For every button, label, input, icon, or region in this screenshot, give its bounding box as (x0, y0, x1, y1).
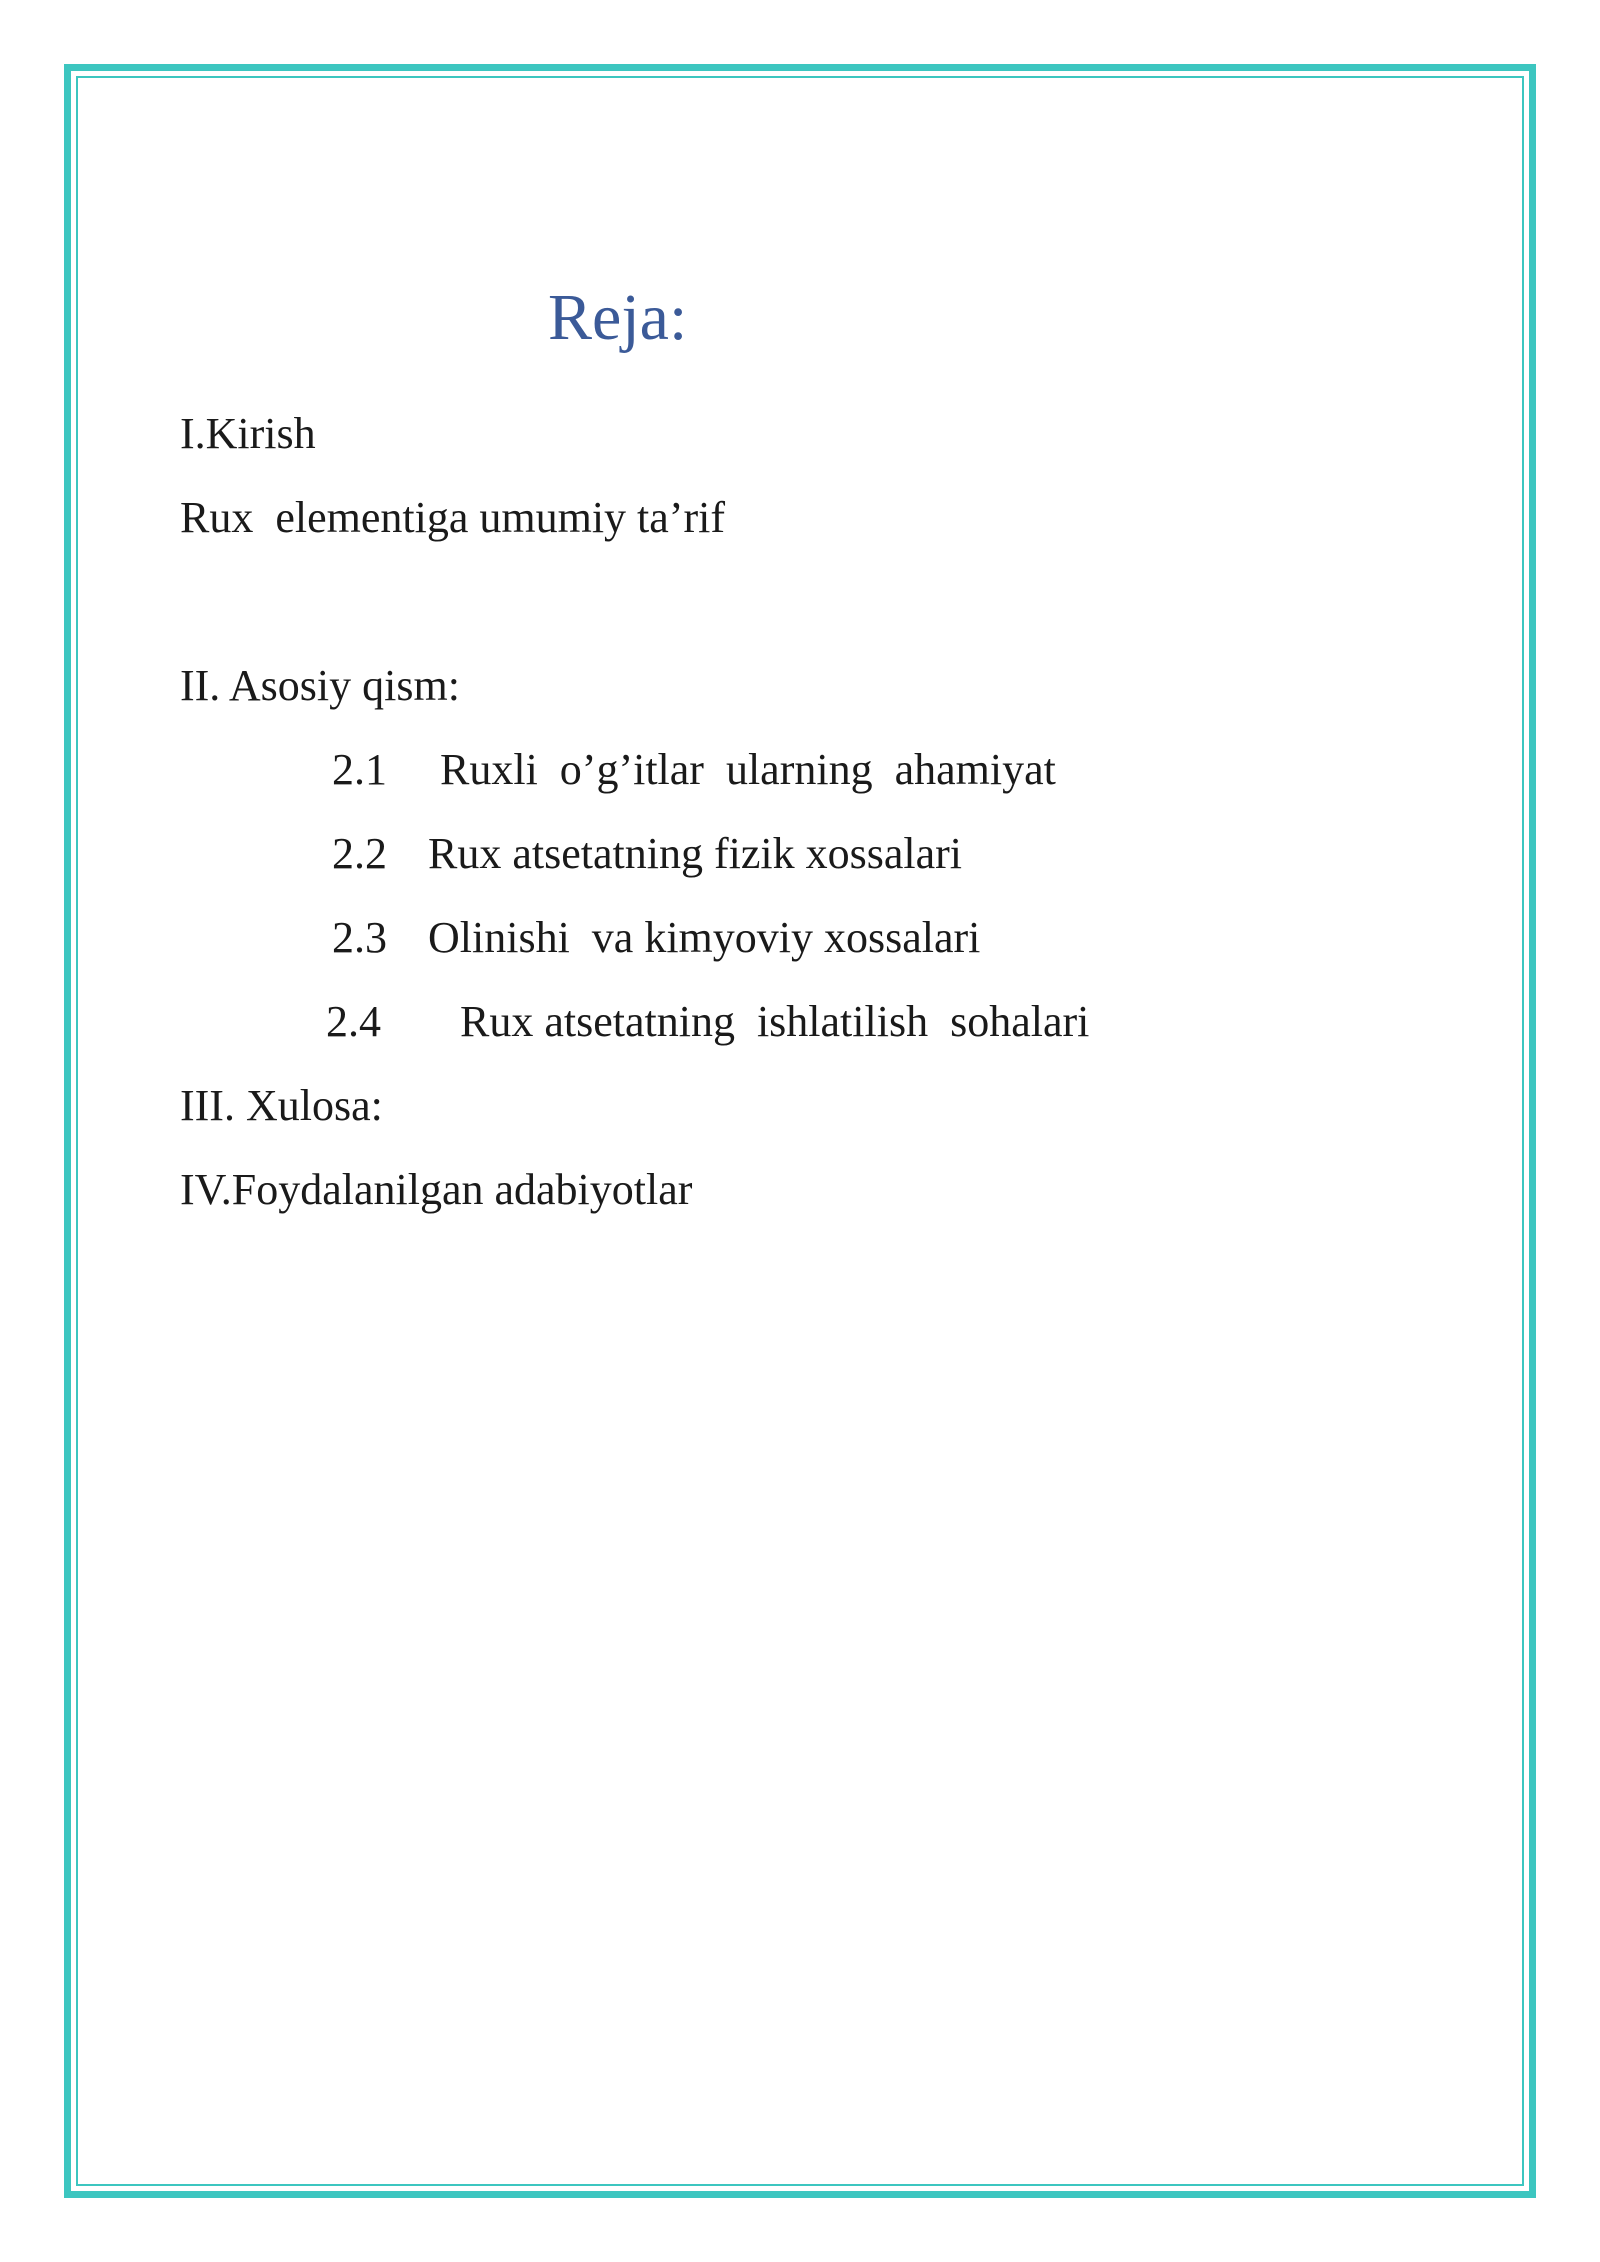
subitem-number: 2.3 (332, 913, 387, 962)
subitem-fizik-xossalari: Rux atsetatning fizik xossalari (428, 829, 962, 878)
plan-item-xulosa: III. Xulosa: (180, 1081, 383, 1130)
subitem-kimyoviy-xossalari: Olinishi va kimyoviy xossalari (428, 913, 981, 962)
page-title: Reja: (548, 281, 688, 354)
plan-item-asosiy-qism: II. Asosiy qism: (180, 661, 460, 710)
subitem-number: 2.1 (332, 745, 387, 794)
plan-item-umumiy-tarif: Rux elementiga umumiy ta’rif (180, 493, 725, 542)
subitem-number: 2.2 (332, 829, 387, 878)
page-border-inner (76, 76, 1524, 2186)
subitem-number: 2.4 (326, 997, 381, 1046)
plan-item-kirish: I.Kirish (180, 409, 316, 458)
plan-item-adabiyotlar: IV.Foydalanilgan adabiyotlar (180, 1165, 693, 1214)
subitem-ishlatilish-sohalari: Rux atsetatning ishlatilish sohalari (460, 997, 1090, 1046)
subitem-ruxli-ogitlar: Ruxli o’g’itlar ularning ahamiyat (440, 745, 1056, 794)
